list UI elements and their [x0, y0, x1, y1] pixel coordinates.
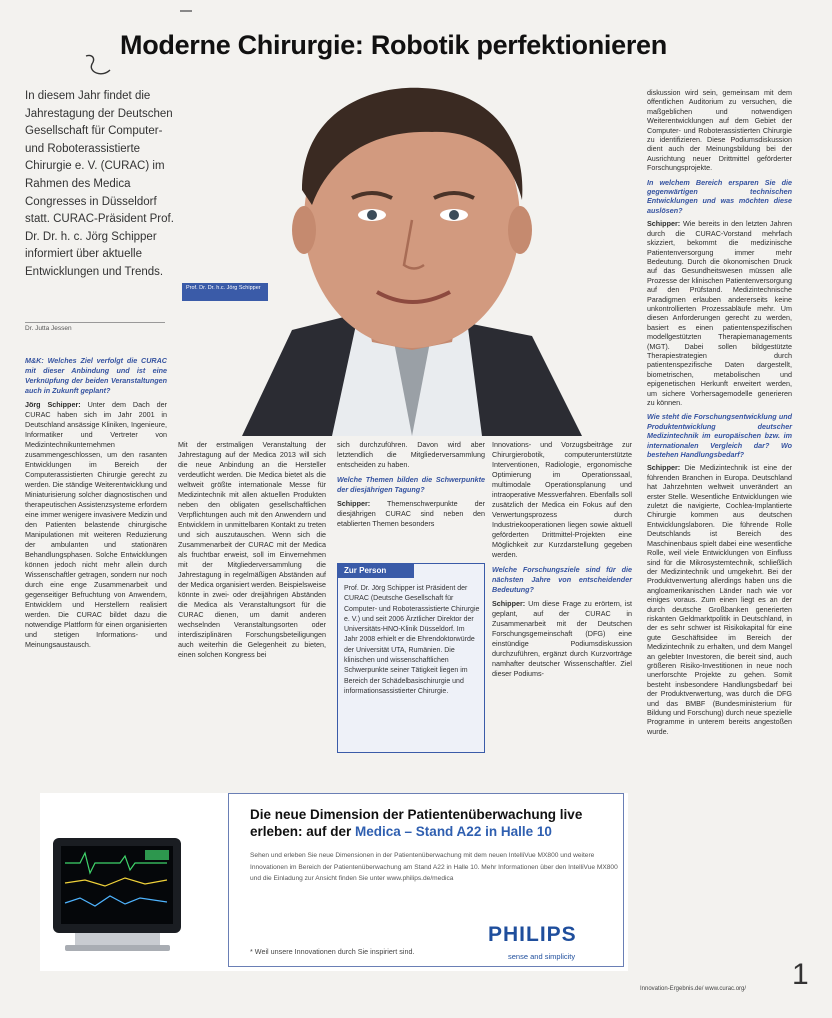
scan-mark	[180, 10, 192, 14]
info-box-title: Zur Person	[338, 564, 414, 578]
interview-answer	[647, 463, 792, 736]
article-text: diskussion wird sein, gemeinsam mit dem öffentlichen Auditorium zu versuchen, die maßgeblichen und notwendigen Weiterentwicklungen auf dem Gebiet der Computer- und Roboterassistierten Chirurgie zu identifizieren. Diese Podiumsdiskussion dient auch der Meinungsbildung bei der Ausrichtung neuer Drittmittel geförderter Forschungsprojekte.	[647, 88, 792, 173]
info-box-text: Prof. Dr. Jörg Schipper ist Präsident der CURAC (Deutsche Gesellschaft für Computer- und Roboterassistierte Chirurgie e. V.) und seit 2006 Ärztlicher Direktor der Universitäts-HNO-Klinik Düsseldorf. Im Jahr 2008 erhielt er die Ehrendoktorwürde der Universität UTA, Rumänien. Die klinischen und wissenschaftlichen Schwerpunkte seiner Tätigkeit liegen im Bereich der Schädelbasischirurgie und informationsassistierter Chirurgie.	[344, 585, 480, 695]
speaker-name: Schipper:	[337, 499, 371, 508]
speaker-name: Schipper:	[647, 219, 681, 229]
article-text: sich durchzuführen. Davon wird aber letztendlich die Mitgliederversammlung entscheiden zu haben.	[337, 440, 485, 469]
intro-paragraph: In diesem Jahr findet die Jahrestagung der Deutschen Gesellschaft für Computer- und Roboterassistierte Chirurgie e. V. (CURAC) im Rahmen des Medica Congresses in Düsseldorf statt. CURAC-Präsident Prof. Dr. Dr. h. c. Jörg Schipper informiert über aktuelle Entwicklungen und Trends.	[25, 90, 174, 278]
interview-answer	[25, 400, 167, 650]
ad-headline-text: Die neue Dimension der Patientenüberwachung live erleben: auf der	[250, 807, 583, 839]
interview-question: In welchem Bereich ersparen Sie die gegenwärtigen technischen Entwicklungen und was möchten diese auslösen?	[647, 177, 792, 215]
patient-monitor-image	[45, 818, 190, 963]
answer-text: Die Medizintechnik ist eine der führenden Branchen in Europa. Deutschland hat Jahrzehnten weltweit unverändert an erster Stelle. Wesentliche Entwicklungen wie zuletzt die navigierte, Cochlea-Implantierte Chirurgie kommen aus deutschen Entwicklungslaboren. Die führende Rolle Deutschlands ist Bereich des Maschinenbaus spielt dabei eine wesentliche Rolle, weil viele Entwicklungen von Einfluss sind für die Mikrosystemtechnik, schließlich der Medizintechnik und umgekehrt. Bei der Produktverwertung allerdings haben uns die angloamerikanischen Länder nach wie vor einiges voraus. Zum einen liegt es an der durch deutsche Großbanken generierten riskanten Geldmarktpolitik in Deutschland, in der es sehr schwer ist Risikokapital für eine gute Geschäftsidee im Bereich der Medizintechnik zu erhalten, und dem Mangel an gelebter Investoren, die bereit sind, auch größeren Risiko-Investitionen in neue noch unerforschte Projekte zu gehen. Somit besteht insbesondere Handlungsbedarf bei der Produktverwertung, was durch die DFG und das BMBF (Bundesministerium für Bildung und Forschung) durch neue spezielle Programme in unterem bereits angestoßen wurde.	[647, 463, 793, 736]
answer-text: Wie bereits in den letzten Jahren durch die CURAC-Vorstand mehrfach skizziert, bekommt die medizinische Patientenversorgung immer mehr Bedeutung. Durch die ökonomischen Druck auf das Gesundheitswesen müssen alle Prozesse der klinischen Patientenversorgung auf den Prüfstand. Medizintechnische Paradigmen erlauben andererseits keine unkontrollierten Prozessabläufe mehr. Um diesen Anforderungen gerecht zu werden, basiert es einen patientenspezifischen modellgestützten Therapiemanagements (MGT). Dabei sollen bildgestützte Therapiestrategien durch patientenspezifische Daten dargestellt, biometrischen, metabolischen und epigenetischen Herkunft erweitert werden, um sichere Vorhersagemodelle generieren zu können.	[647, 219, 792, 407]
interview-question: Welche Forschungsziele sind für die nächsten Jahre von entscheidender Bedeutung?	[492, 565, 632, 594]
article-column-5	[647, 88, 792, 741]
article-column-1	[25, 356, 167, 655]
speaker-name: Schipper:	[492, 599, 526, 608]
article-text: Mit der erstmaligen Veranstaltung der Jahrestagung auf der Medica 2013 will sich die neue Anbindung an die Hersteller verdeutlicht werden. Die Medica bietet als die weltweit größte internationale Messe für Medizintechnik mit allen aktuellen Produkten neben den obligaten gesellschaftlichen Verpflichtungen auch mit den Anwendern und Entwicklern in unmittelbaren Kontakt zu treten und sich auszutauschen. Wenn sich die Zusammenarbeit der CURAC mit der Medica als fruchtbar erweist, soll im Einvernehmen mit der Mitgliederversammlung die Jahrestagung in regelmäßigen Abständen auf der Medica organisiert werden. Beispielsweise könnte in zwei- oder dreijährigen Abständen die Medica als Veranstaltungsort für die CURAC dienen, um damit anderen wechselnden Veranstaltungsorten oder interdisziplinären Forschungsbeteiligungen auch weiterhin die Gelegenheit zu bieten, einen solchen Kongress bei	[178, 440, 326, 659]
footer-url: Innovation-Ergebnis.de/ www.curac.org/	[640, 986, 747, 992]
ad-tagline: * Weil unsere Innovationen durch Sie inspiriert sind.	[250, 947, 415, 956]
interview-question: M&K: Welches Ziel verfolgt die CURAC mit dieser Anbindung und ist eine Verknüpfung der beiden Veranstaltungen auch in Zukunft geplant?	[25, 356, 167, 395]
speaker-name: Schipper:	[647, 463, 681, 473]
answer-text: Unter dem Dach der CURAC haben sich im Jahr 2001 in Deutschland ansässige Kliniken, Ingenieure, Informatiker und Vertreter von Medizintechnikunternehmen zusammengeschlossen, um den rasanten Entwicklungen im Bereich der Computerassistierten Chirurgie gerecht zu werden. Die ständige Weiterentwicklung und Miniaturisierung solcher diagnostischen und therapeutischen Assistenzsysteme erfordern eine immer wenigere invasivere Medizin und den Patienten belastende chirurgische Manipulationen mit weiteren Reduzierung der ambulanten und stationären Behandlungsphasen. Solche Entwicklungen können jedoch nicht mehr allein durch Wissenschaftler getragen, sondern nur noch durch eine enge Zusammenarbeit und gegenseitiger Befruchtung von Anwendern, Entwicklern und Herstellern realisiert werden. Die CURAC bildet dazu die notwendige Plattform für einen organisierten und stetigen Informations- und Meinungsaustausch.	[25, 400, 168, 649]
ad-headline-highlight: Medica – Stand A22 in Halle 10	[355, 824, 552, 839]
article-column-4	[492, 440, 632, 684]
speaker-name: Jörg Schipper:	[25, 400, 81, 409]
handwritten-mark	[82, 52, 116, 80]
interview-question: Welche Themen bilden die Schwerpunkte der diesjährigen Tagung?	[337, 475, 485, 494]
page-title: Moderne Chirurgie: Robotik perfektionieren	[120, 30, 667, 60]
article-text: Innovations- und Vorzugsbeiträge zur Chirurgierobotik, computerunterstützte Interventionen, Radiologie, ergonomische Optimierung im Operationssaal, multimodale Operationsplanung und intraoperative Messverfahren. Ebenfalls soll zusätzlich der Medica ein Fokus auf den Verwertungsprozess durch Industriekooperationen liegen sowie aktuell geförderten Drittmittel-Projekten eine Möglichkeit zur Kurzdarstellung gegeben werden.	[492, 440, 632, 559]
answer-text: Um diese Frage zu erörtern, ist geplant, auf der CURAC in Zusammenarbeit mit der Deutschen Forschungsgemeinschaft (DFG) eine einstündige Podiumsdiskussion durchzuführen, ergänzt durch Kurzvorträge namhafter deutscher Wissenschaftler. Ziel dieser Podiums-	[492, 599, 632, 678]
article-column-2	[178, 440, 326, 665]
author-byline: Dr. Jutta Jessen	[25, 322, 165, 332]
photo-caption: Prof. Dr. Dr. h.c. Jörg Schipper	[182, 283, 268, 301]
interview-answer	[337, 499, 485, 529]
interview-answer	[647, 219, 792, 407]
ad-headline	[250, 806, 620, 840]
portrait-photo	[182, 80, 642, 436]
interview-question: Wie steht die Forschungsentwicklung und Produktentwicklung deutscher Medizintechnik im europäischen bzw. im internationalen Vergleich dar? Wo bestehen Handlungsbedarf?	[647, 412, 792, 460]
philips-slogan: sense and simplicity	[508, 952, 576, 961]
answer-text: Themenschwerpunkte der diesjährigen CURAC sind neben den etablierten Themen besonders	[337, 499, 485, 528]
info-box	[337, 563, 485, 753]
page-number: 1	[792, 958, 809, 991]
philips-logo: PHILIPS	[488, 923, 577, 946]
ad-body: Sehen und erleben Sie neue Dimensionen in der Patientenüberwachung mit dem neuen IntelliVue MX800 und weitere Innovationen im Bereich der Patientenüberwachung am Stand A22 in Halle 10. Mehr Informationen über den IntelliVue MX800 und die Einladung zur Ansicht finden Sie unter www.philips.de/medica	[250, 852, 618, 883]
interview-answer	[492, 599, 632, 679]
article-column-3	[337, 440, 485, 534]
